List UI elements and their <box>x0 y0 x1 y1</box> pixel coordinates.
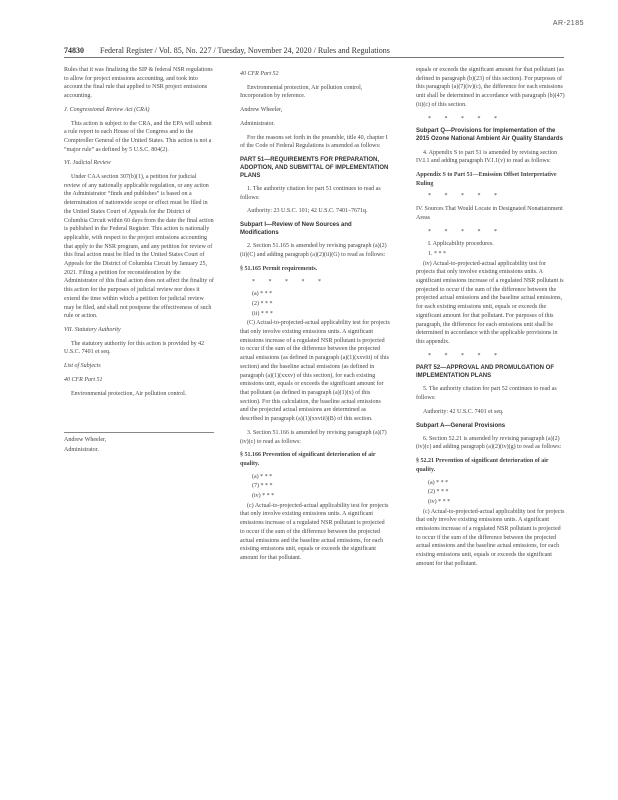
subparagraph: (ii) * * * <box>252 310 273 317</box>
subpart-heading: Subpart Q—Provisions for Implementation of the 2015 Ozone National Ambient Air Quality Standards <box>416 128 563 143</box>
cfr-part-label: 40 CFR Part 51 <box>64 376 103 383</box>
subparagraph: I. Applicability procedures. <box>428 241 494 248</box>
page-number: 74830 <box>64 46 84 55</box>
part-heading: PART 52—APPROVAL AND PROMULGATION OF IMPLEMENTATION PLANS <box>416 365 555 380</box>
subparagraph: (2) * * * <box>252 300 273 307</box>
subpart-heading: Subpart A—General Provisions <box>416 422 506 429</box>
paragraph: (c) Actual-to-projected-actual applicability test for projects that only involve existing emissions units. A significant emissions increase of a regulated NSR pollutant is projected to occur if the sum of the difference between the projected actual emissions and the baseline actual emissions, for each existing emissions unit, equals or exceeds the significant amount for that pollutant. <box>240 502 389 561</box>
paragraph: (iv) Actual-to-projected-actual applicability test for projects that only involve existing emissions units. A significant emissions increase of a regulated NSR pollutant is projected to occur if the sum of the difference between the projected actual emissions and the baseline actual emissions, for each existing emissions unit, equals or exceeds the significant amount for that pollutant. For purposes of this paragraph, the difference for each emissions unit shall be determined in accordance with the applicable provisions in this appendix. <box>416 260 564 345</box>
subparagraph: (a) * * * <box>252 473 273 480</box>
column-3 <box>416 66 566 574</box>
subparagraph: (2) * * * <box>428 489 449 496</box>
amendatory-instruction: 4. Appendix S to part 51 is amended by revising section IV.I.1 and adding paragraph IV.I.1(v) to read as follows: <box>416 149 558 165</box>
authority-citation: Authority: 23 U.S.C. 101; 42 U.S.C. 7401–7671q. <box>247 208 368 215</box>
ellipsis-stars: * * * * * <box>252 278 327 285</box>
running-header <box>64 46 564 58</box>
paragraph: Rules that it was finalizing the SIP & federal NSR regulations to allow for project emissions accounting, and took into account the final rule that applied to NSR project emissions accounting. <box>64 67 213 100</box>
part-heading: PART 51—REQUIREMENTS FOR PREPARATION, ADOPTION, AND SUBMITTAL OF IMPLEMENTATION PLANS <box>240 156 389 179</box>
ellipsis-stars: * * * * * <box>428 193 503 200</box>
paragraph: The statutory authority for this action is provided by 42 U.S.C. 7401 et seq. <box>64 340 205 356</box>
amendment-intro: For the reasons set forth in the preamble, title 40, chapter I of the Code of Federal Regulations is amended as follows: <box>240 134 388 150</box>
section-title: § 51.166 Prevention of significant deterioration of air quality. <box>240 452 376 467</box>
subjects-text: Environmental protection, Air pollution control. <box>71 390 187 397</box>
subparagraph: (iv) * * * <box>252 493 275 500</box>
list-of-subjects-heading: List of Subjects <box>64 363 101 370</box>
appendix-title: Appendix S to Part 51—Emission Offset Interpretative Ruling <box>416 172 557 187</box>
section-title: § 52.21 Prevention of significant deterioration of air quality. <box>416 458 549 473</box>
ellipsis-stars: * * * * * <box>428 228 503 235</box>
column-1 <box>64 66 214 456</box>
subjects-text: Environmental protection, Air pollution control, Incorporation by reference. <box>240 84 363 100</box>
signature-title: Administrator. <box>240 120 275 127</box>
signature-title: Administrator. <box>64 446 99 453</box>
cfr-part-label: 40 CFR Part 52 <box>240 71 279 77</box>
section-heading: VII. Statutory Authority <box>64 326 121 333</box>
ellipsis-stars: * * * * * <box>428 352 503 359</box>
subparagraph: (a) * * * <box>252 291 273 298</box>
section-heading: VI. Judicial Review <box>64 160 111 167</box>
ellipsis-stars: * * * * * <box>428 115 503 122</box>
paragraph: (C) Actual-to-projected-actual applicability test for projects that only involve existing emissions units. A significant emissions increase of a regulated NSR pollutant is projected to occur if the sum of the difference between the projected actual emissions (as defined in paragraph (a)(1)(xxviii) of this section) and the baseline actual emissions (as defined in paragraph (a)(1)(xxxv) of this section), for each existing emissions unit, equals or exceeds the significant amount for that pollutant (as defined in paragraph (a)(1)(x) of this section). For this calculation, the baseline actual emissions and the projected actual emissions are determined as described in paragraph (a)(1)(xxviii)(B) of this section. <box>240 320 390 423</box>
subparagraph: (iv) * * * <box>428 498 451 505</box>
subparagraph: (a) * * * <box>428 479 449 486</box>
amendatory-instruction: 6. Section 52.21 is amended by revising paragraph (a)(2)(iv)(c) and adding paragraph (a)(2)(iv)(g) to read as follows: <box>416 435 562 451</box>
section-title: § 51.165 Permit requirements. <box>240 265 318 272</box>
paragraph: (c) Actual-to-projected-actual applicability test for projects that only involve existing emissions units. A significant emissions increase of a regulated NSR pollutant is projected to occur if the sum of the difference between the projected actual emissions and the baseline actual emissions, for each existing emissions unit, equals or exceeds the significant amount for that pollutant. <box>416 508 565 567</box>
signature-name: Andrew Wheeler, <box>240 107 283 114</box>
paragraph: Under CAA section 307(b)(1), a petition for judicial review of any nationally applicable regulation, or any action the Administrator “finds and publishes” is based on a determination of nationwide scope or effect must be filed in the United States Court of Appeals for the District of Columbia Circuit within 60 days from the date the final action is published in the Federal Register. This action is nationally applicable, with respect to the project emissions accounting that apply to the NSR program, and any petition for review of this final action must be filed in the United States Court of Appeals for the District of Columbia Circuit by January 25, 2021. Filing a petition for reconsideration by the Administrator of this final action does not affect the finality of this action for the purposes of judicial review nor does it extend the time within which a petition for judicial review may be filed, and shall not postpone the effectiveness of such rule or action. <box>64 174 214 320</box>
signature-name: Andrew Wheeler, <box>64 437 107 444</box>
paragraph: This action is subject to the CRA, and the EPA will submit a rule report to each House of the Congress and to the Comptroller General of the United States. This action is not a “major rule” as defined by 5 U.S.C. 804(2). <box>64 120 212 153</box>
subparagraph: 1. * * * <box>428 250 446 257</box>
column-2 <box>240 66 390 568</box>
signature-block <box>64 432 214 454</box>
subpart-heading: Subpart I—Review of New Sources and Modifications <box>240 222 352 237</box>
header-line: Federal Register / Vol. 85, No. 227 / Tuesday, November 24, 2020 / Rules and Regulations <box>100 46 390 55</box>
amendatory-instruction: 5. The authority citation for part 52 continues to read as follows: <box>416 386 557 402</box>
section-heading: J. Congressional Review Act (CRA) <box>64 106 150 113</box>
amendatory-instruction: 2. Section 51.165 is amended by revising paragraph (a)(2)(ii)(C) and adding paragraph (a)(2)(ii)(G) to read as follows: <box>240 243 387 259</box>
amendatory-instruction: 1. The authority citation for part 51 continues to read as follows: <box>240 185 381 201</box>
section-heading: IV. Sources That Would Locate in Designated Nonattainment Areas <box>416 206 563 221</box>
amendatory-instruction: 3. Section 51.166 is amended by revising paragraph (a)(7)(iv)(c) to read as follows: <box>240 429 387 445</box>
authority-citation: Authority: 42 U.S.C. 7401 et seq. <box>423 408 504 415</box>
document-id: AR-2185 <box>552 20 584 27</box>
subparagraph: (7) * * * <box>252 483 273 490</box>
paragraph: equals or exceeds the significant amount for that pollutant (as defined in paragraph (b)(23) of this section). For purposes of this paragraph (a)(7)(iv)(c), the difference for each emissions unit shall be determined in accordance with paragraph (b)(47)(ii)(c) of this section. <box>416 67 565 108</box>
